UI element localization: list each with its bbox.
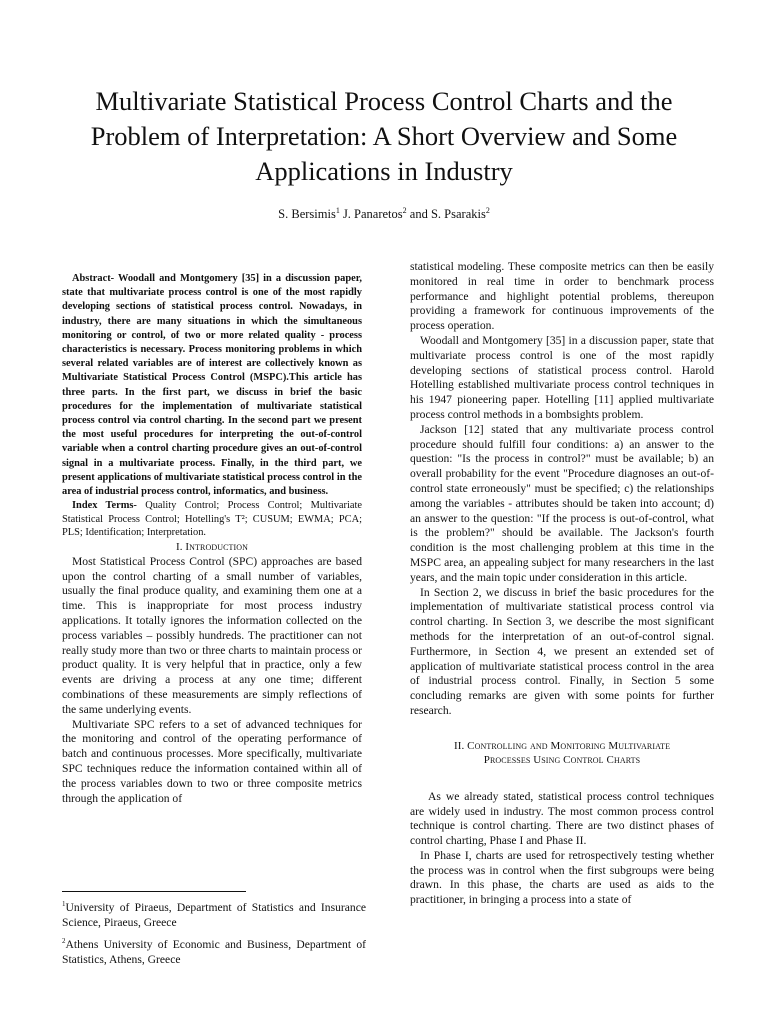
section-heading-controlling (410, 739, 714, 768)
index-terms-text: Quality Control; Process Control; Multivariate Statistical Process Control; Hotelling's T²; CUSUM; EWMA; PCA; PLS; Identification; Interpretation. (62, 500, 362, 539)
footnotes (62, 897, 366, 971)
footnote (62, 934, 366, 967)
section-heading-line: Processes Using Control Charts (483, 754, 641, 767)
body-paragraph: In Phase I, charts are used for retrospectively testing whether the process was in control when the first subgroups were being drawn. In this phase, the charts are used as aids to the practitioner, in bringing a process into a state of (410, 848, 714, 907)
body-paragraph: Most Statistical Process Control (SPC) approaches are based upon the control charting of a small number of variables, usually the final produce quality, and examining them one at a time. This is inappropriate for most process industry applications. It totally ignores the information collected on the process variables – possibly hundreds. The practitioner can not really study more than two or three charts to maintain process or product quality. It is very helpful that in practice, only a few events are driving a process at any one time; different combinations of these measurements are simply reflections of the same underlying events. (62, 554, 362, 716)
body-paragraph: As we already stated, statistical process control techniques are widely used in industry. The most common process control technique is control charting. There are two distinct phases of control charting, Phase I and Phase II. (410, 789, 714, 848)
author-affiliation-mark: 2 (402, 206, 407, 215)
body-paragraph: Multivariate SPC refers to a set of advanced techniques for the monitoring and control of the operating performance of batch and continuous processes. More specifically, multivariate SPC techniques reduce the information contained within all of the process variables down to two or three composite metrics through the application of (62, 717, 362, 805)
footnote-mark: 2 (62, 936, 66, 945)
author-affiliation-mark: 1 (335, 206, 340, 215)
author-name: J. Panaretos (342, 207, 403, 222)
author-name: S. Psarakis (430, 207, 486, 222)
index-terms (62, 499, 362, 540)
body-paragraph: Woodall and Montgomery [35] in a discussion paper, state that multivariate process control is one of the most rapidly developing sections of statistical process control. Harold Hotelling established multivariate process control techniques in his 1947 pioneering paper. Hotelling [11] applied multivariate process control methods in a bombsights problem. (410, 333, 714, 421)
author-line (0, 206, 768, 222)
footnote-mark: 1 (62, 900, 66, 908)
author-name: S. Bersimis (278, 207, 336, 222)
body-paragraph: In Section 2, we discuss in brief the basic procedures for the implementation of multivariate statistical process control via control charting. In Section 3, we describe the most significant methods for the interpretation of an out-of-control signal. Furthermore, in Section 4, we present an extended set of application of multivariate statistical process control in the area of industrial process control. Finally, in Section 5 some concluding remarks are given with some points for further research. (410, 585, 714, 717)
author-affiliation-mark: 2 (485, 206, 490, 215)
paper-title: Multivariate Statistical Process Control Charts and the Problem of Interpretation: A Short Overview and Some Applications in Industry (90, 86, 678, 186)
left-column (62, 272, 362, 806)
footnote-divider (62, 891, 246, 892)
author-separator: and (406, 207, 431, 222)
footnote-text: Athens University of Economic and Business, Department of Statistics, Athens, Greece (62, 937, 366, 966)
body-paragraph: statistical modeling. These composite metrics can then be easily monitored in real time in order to benchmark process performance and highlight potential problems, thereupon providing a framework for continuous improvements of the process operation. (410, 260, 714, 333)
right-column (410, 260, 714, 908)
abstract: Abstract- Woodall and Montgomery [35] in a discussion paper, state that multivariate process control is one of the most rapidly developing sections of statistical process control. Nowadays, in industry, there are many situations in which the simultaneous monitoring or control, of two or more related quality - process characteristics is necessary. Process monitoring problems in which several related variables are of interest are collectively known as Multivariate Statistical Process Control (MSPC).This article has three parts. In the first part, we discuss in brief the basic procedures for the implementation of multivariate statistical process control via control charting. In the second part we present the most useful procedures for interpreting the out-of-control variable when a control charting procedure gives an out-of-control signal in a multivariate process. Finally, in the third part, we present applications of multivariate statistical process control in the area of industrial process control, informatics, and business. (62, 273, 362, 498)
section-heading-line: II. Controlling and Monitoring Multivariate (453, 739, 671, 752)
body-paragraph: Jackson [12] stated that any multivariate process control procedure should fulfill four conditions: a) an answer to the question: "Is the process in control?" must be available; b) an overall probability for the event "Procedure diagnoses an out-of-control state erroneously" must be specified; c) the relationships among the variables - attributes should be taken into account; d) an answer to the question: "If the process is out-of-control, what is the problem?" should be available. The Jackson's fourth condition is the most challenging problem at this time in the MSPC area, an appealing subject for many researchers in the last years, and the main topic under consideration in this article. (410, 422, 714, 584)
footnote (62, 897, 366, 930)
footnote-text: University of Piraeus, Department of Statistics and Insurance Science, Piraeus, Greece (62, 900, 366, 929)
index-terms-label: Index Terms- (72, 500, 137, 512)
section-heading-introduction: I. Introduction (175, 541, 249, 554)
